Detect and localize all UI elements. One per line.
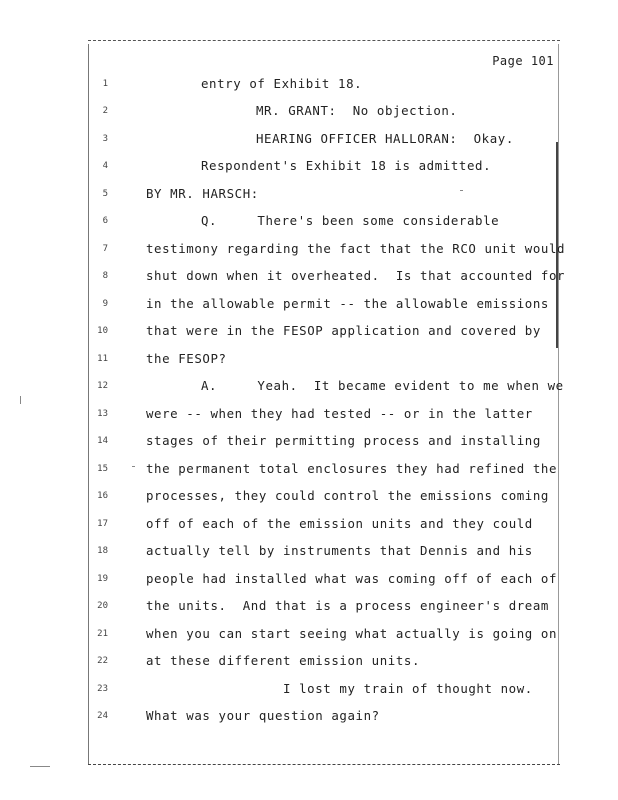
line-number: 1 — [102, 79, 108, 89]
right-margin-rule — [558, 44, 559, 764]
line-number: 14 — [97, 436, 108, 446]
line-number: 23 — [97, 684, 108, 694]
transcript-line: when you can start seeing what actually is going on — [146, 626, 558, 641]
transcript-line: testimony regarding the fact that the RCO unit would — [146, 241, 566, 256]
transcript-line: HEARING OFFICER HALLORAN: Okay. — [256, 131, 514, 146]
line-number: 20 — [97, 601, 108, 611]
bottom-border-rule — [88, 764, 560, 765]
line-number: 22 — [97, 656, 108, 666]
transcript-line: at these different emission units. — [146, 653, 421, 668]
line-number: 7 — [102, 244, 108, 254]
transcript-line: the units. And that is a process engineer's dream — [146, 598, 549, 613]
transcript-line: A. Yeah. It became evident to me when we — [201, 378, 564, 393]
line-number: 3 — [102, 134, 108, 144]
line-number: 15 — [97, 464, 108, 474]
scan-speck — [30, 766, 50, 767]
transcript-line: the permanent total enclosures they had refined the — [146, 461, 558, 476]
line-number: 4 — [102, 161, 108, 171]
transcript-line: shut down when it overheated. Is that accounted for — [146, 268, 566, 283]
line-number: 11 — [97, 354, 108, 364]
line-number: 17 — [97, 519, 108, 529]
transcript-line: off of each of the emission units and they could — [146, 516, 533, 531]
transcript-line: I lost my train of thought now. — [283, 681, 533, 696]
transcript-line: BY MR. HARSCH: — [146, 186, 259, 201]
transcript-line: Q. There's been some considerable — [201, 213, 500, 228]
transcript-line: processes, they could control the emissions coming — [146, 488, 549, 503]
line-number: 19 — [97, 574, 108, 584]
transcript-line: entry of Exhibit 18. — [201, 76, 363, 91]
line-number: 6 — [102, 216, 108, 226]
transcript-line: MR. GRANT: No objection. — [256, 103, 458, 118]
transcript-line: in the allowable permit -- the allowable emissions — [146, 296, 549, 311]
scan-speck — [460, 190, 463, 191]
line-number: 24 — [97, 711, 108, 721]
transcript-line: stages of their permitting process and installing — [146, 433, 541, 448]
line-number: 2 — [102, 106, 108, 116]
top-border-rule — [88, 40, 560, 41]
transcript-line: Respondent's Exhibit 18 is admitted. — [201, 158, 492, 173]
line-number: 9 — [102, 299, 108, 309]
transcript-line: actually tell by instruments that Dennis and his — [146, 543, 533, 558]
line-number: 18 — [97, 546, 108, 556]
line-number: 8 — [102, 271, 108, 281]
transcript-line: the FESOP? — [146, 351, 227, 366]
transcript-line: were -- when they had tested -- or in the latter — [146, 406, 533, 421]
transcript-line: that were in the FESOP application and covered by — [146, 323, 541, 338]
transcript-line: people had installed what was coming off of each of — [146, 571, 558, 586]
line-number: 21 — [97, 629, 108, 639]
line-number: 10 — [97, 326, 108, 336]
scan-speck — [132, 466, 135, 467]
line-number: 13 — [97, 409, 108, 419]
scan-speck — [20, 396, 21, 404]
line-number: 5 — [102, 189, 108, 199]
transcript-line: What was your question again? — [146, 708, 380, 723]
line-number: 12 — [97, 381, 108, 391]
line-number: 16 — [97, 491, 108, 501]
page-number: Page 101 — [492, 54, 554, 68]
